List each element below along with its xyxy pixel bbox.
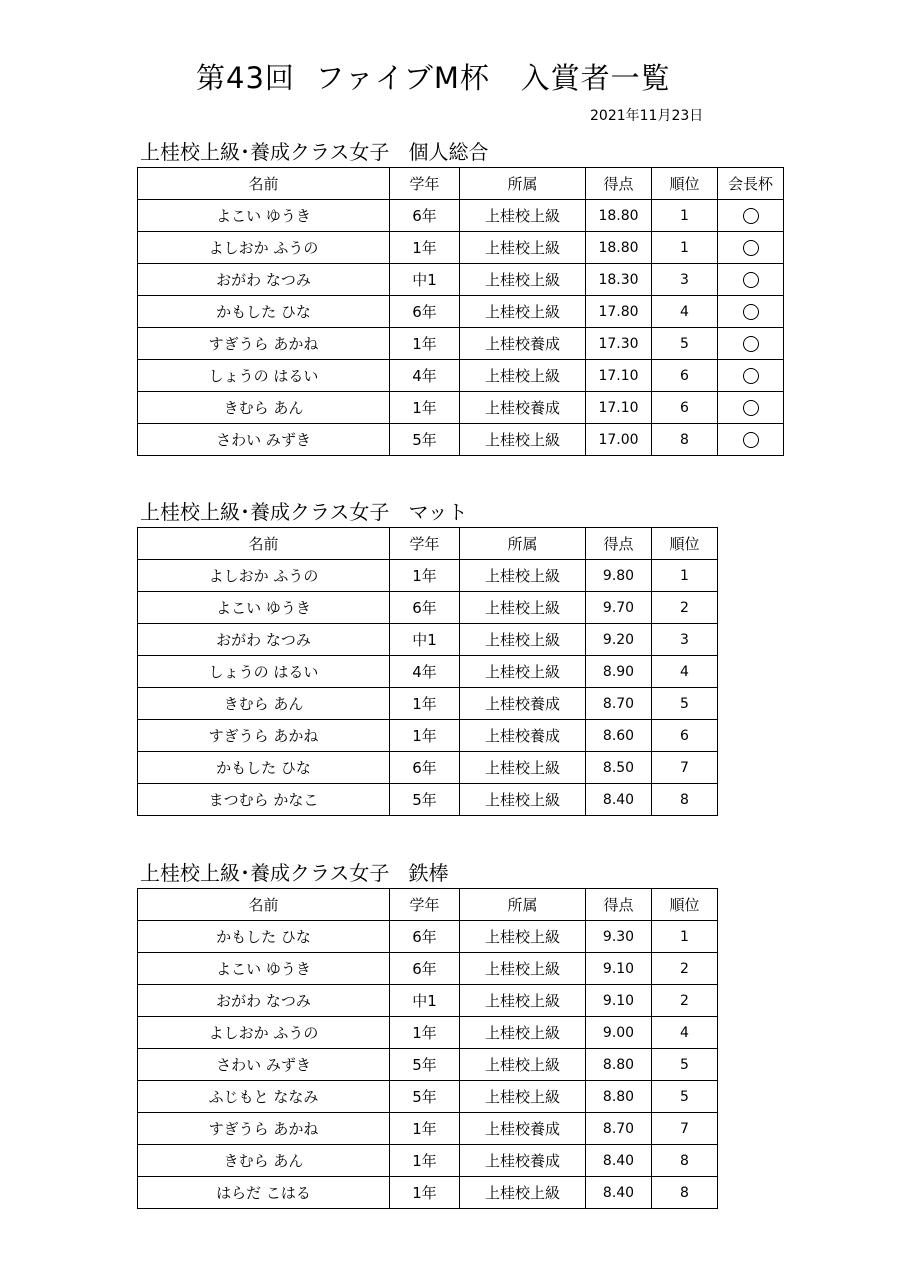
cell-name: よしおか ふうの	[138, 560, 390, 592]
cell-rank: 2	[652, 592, 718, 624]
cell-club: 上桂校上級	[460, 200, 586, 232]
cell-name: しょうの はるい	[138, 656, 390, 688]
table-row	[138, 656, 718, 688]
table-header-row	[138, 889, 718, 921]
cell-club: 上桂校上級	[460, 985, 586, 1017]
header-cup: 会長杯	[718, 168, 784, 200]
cell-rank: 2	[652, 985, 718, 1017]
circle-mark-icon	[743, 208, 759, 224]
section-title-bar: 上桂校上級･養成クラス女子 鉄棒	[140, 861, 449, 885]
table-header-row	[138, 528, 718, 560]
cell-name: さわい みずき	[138, 1049, 390, 1081]
cell-score: 8.50	[586, 752, 652, 784]
table-row	[138, 784, 718, 816]
cell-name: おがわ なつみ	[138, 624, 390, 656]
cell-club: 上桂校養成	[460, 328, 586, 360]
table-row	[138, 1177, 718, 1209]
cell-cup	[718, 360, 784, 392]
cell-grade: 1年	[390, 1113, 460, 1145]
cell-club: 上桂校上級	[460, 560, 586, 592]
table-header-row	[138, 168, 784, 200]
table-row	[138, 1049, 718, 1081]
cell-rank: 4	[652, 296, 718, 328]
header-score: 得点	[586, 168, 652, 200]
header-rank: 順位	[652, 168, 718, 200]
cell-rank: 3	[652, 624, 718, 656]
cell-name: きむら あん	[138, 688, 390, 720]
cell-club: 上桂校上級	[460, 953, 586, 985]
cell-grade: 6年	[390, 592, 460, 624]
cell-score: 8.40	[586, 784, 652, 816]
cell-score: 8.90	[586, 656, 652, 688]
cell-score: 18.30	[586, 264, 652, 296]
circle-mark-icon	[743, 272, 759, 288]
cell-name: よしおか ふうの	[138, 232, 390, 264]
table-row	[138, 1081, 718, 1113]
table-row	[138, 424, 784, 456]
cell-rank: 5	[652, 688, 718, 720]
cell-rank: 8	[652, 1145, 718, 1177]
results-table-bar	[137, 888, 718, 1209]
cell-club: 上桂校養成	[460, 392, 586, 424]
cell-name: よしおか ふうの	[138, 1017, 390, 1049]
table-row	[138, 921, 718, 953]
cell-score: 9.30	[586, 921, 652, 953]
cell-grade: 中1	[390, 624, 460, 656]
cell-grade: 5年	[390, 424, 460, 456]
table-row	[138, 328, 784, 360]
table-row	[138, 720, 718, 752]
cell-cup	[718, 296, 784, 328]
header-score: 得点	[586, 528, 652, 560]
cell-rank: 7	[652, 1113, 718, 1145]
section-title-all-around: 上桂校上級･養成クラス女子 個人総合	[140, 140, 489, 164]
cell-club: 上桂校上級	[460, 296, 586, 328]
cell-name: かもした ひな	[138, 921, 390, 953]
cell-club: 上桂校上級	[460, 1081, 586, 1113]
circle-mark-icon	[743, 240, 759, 256]
cell-name: きむら あん	[138, 392, 390, 424]
cell-club: 上桂校上級	[460, 624, 586, 656]
cell-rank: 4	[652, 1017, 718, 1049]
cell-grade: 5年	[390, 1081, 460, 1113]
cell-grade: 6年	[390, 953, 460, 985]
cell-name: さわい みずき	[138, 424, 390, 456]
cell-club: 上桂校上級	[460, 592, 586, 624]
cell-name: おがわ なつみ	[138, 264, 390, 296]
cell-grade: 1年	[390, 688, 460, 720]
cell-club: 上桂校上級	[460, 424, 586, 456]
results-table-mat	[137, 527, 718, 816]
cell-score: 8.80	[586, 1081, 652, 1113]
cell-name: すぎうら あかね	[138, 328, 390, 360]
cell-rank: 6	[652, 720, 718, 752]
cell-grade: 中1	[390, 264, 460, 296]
cell-club: 上桂校養成	[460, 1145, 586, 1177]
table-row	[138, 1113, 718, 1145]
table-row	[138, 200, 784, 232]
cell-score: 18.80	[586, 232, 652, 264]
cell-grade: 1年	[390, 392, 460, 424]
cell-grade: 6年	[390, 200, 460, 232]
header-club: 所属	[460, 889, 586, 921]
cell-score: 8.40	[586, 1145, 652, 1177]
table-row	[138, 1017, 718, 1049]
cell-club: 上桂校上級	[460, 1177, 586, 1209]
cell-grade: 中1	[390, 985, 460, 1017]
table-row	[138, 592, 718, 624]
cell-rank: 6	[652, 360, 718, 392]
header-name: 名前	[138, 168, 390, 200]
cell-rank: 2	[652, 953, 718, 985]
cell-rank: 1	[652, 921, 718, 953]
cell-grade: 5年	[390, 784, 460, 816]
cell-grade: 6年	[390, 296, 460, 328]
header-grade: 学年	[390, 528, 460, 560]
cell-club: 上桂校養成	[460, 720, 586, 752]
table-row	[138, 752, 718, 784]
cell-score: 17.00	[586, 424, 652, 456]
cell-rank: 8	[652, 1177, 718, 1209]
cell-grade: 1年	[390, 1017, 460, 1049]
cell-club: 上桂校上級	[460, 1017, 586, 1049]
header-club: 所属	[460, 168, 586, 200]
circle-mark-icon	[743, 432, 759, 448]
cell-grade: 1年	[390, 328, 460, 360]
cell-rank: 1	[652, 232, 718, 264]
header-club: 所属	[460, 528, 586, 560]
cell-name: よこい ゆうき	[138, 953, 390, 985]
cell-rank: 8	[652, 784, 718, 816]
cell-name: すぎうら あかね	[138, 720, 390, 752]
cell-club: 上桂校上級	[460, 232, 586, 264]
cell-score: 8.80	[586, 1049, 652, 1081]
cell-cup	[718, 232, 784, 264]
cell-rank: 1	[652, 560, 718, 592]
cell-name: かもした ひな	[138, 296, 390, 328]
cell-cup	[718, 200, 784, 232]
cell-grade: 1年	[390, 720, 460, 752]
results-table-all-around	[137, 167, 784, 456]
cell-score: 17.80	[586, 296, 652, 328]
cell-score: 17.10	[586, 392, 652, 424]
cell-cup	[718, 264, 784, 296]
cell-score: 8.70	[586, 1113, 652, 1145]
circle-mark-icon	[743, 304, 759, 320]
cell-grade: 4年	[390, 360, 460, 392]
cell-rank: 1	[652, 200, 718, 232]
table-row	[138, 264, 784, 296]
table-body	[138, 560, 718, 816]
circle-mark-icon	[743, 400, 759, 416]
cell-score: 17.10	[586, 360, 652, 392]
cell-club: 上桂校上級	[460, 656, 586, 688]
cell-cup	[718, 328, 784, 360]
cell-rank: 5	[652, 1081, 718, 1113]
cell-name: よこい ゆうき	[138, 200, 390, 232]
cell-name: しょうの はるい	[138, 360, 390, 392]
cell-rank: 4	[652, 656, 718, 688]
header-name: 名前	[138, 889, 390, 921]
cell-name: よこい ゆうき	[138, 592, 390, 624]
cell-club: 上桂校養成	[460, 1113, 586, 1145]
cell-name: はらだ こはる	[138, 1177, 390, 1209]
cell-name: まつむら かなこ	[138, 784, 390, 816]
circle-mark-icon	[743, 336, 759, 352]
table-body	[138, 921, 718, 1209]
cell-club: 上桂校上級	[460, 1049, 586, 1081]
cell-name: かもした ひな	[138, 752, 390, 784]
cell-grade: 6年	[390, 752, 460, 784]
cell-grade: 5年	[390, 1049, 460, 1081]
cell-score: 8.40	[586, 1177, 652, 1209]
cell-cup	[718, 424, 784, 456]
circle-mark-icon	[743, 368, 759, 384]
cell-club: 上桂校上級	[460, 752, 586, 784]
cell-score: 9.80	[586, 560, 652, 592]
cell-cup	[718, 392, 784, 424]
table-row	[138, 232, 784, 264]
cell-score: 9.00	[586, 1017, 652, 1049]
cell-name: おがわ なつみ	[138, 985, 390, 1017]
document-date: 2021年11月23日	[590, 108, 704, 124]
cell-score: 9.20	[586, 624, 652, 656]
cell-rank: 5	[652, 1049, 718, 1081]
table-row	[138, 624, 718, 656]
cell-club: 上桂校上級	[460, 921, 586, 953]
header-rank: 順位	[652, 889, 718, 921]
cell-rank: 6	[652, 392, 718, 424]
cell-score: 8.70	[586, 688, 652, 720]
cell-grade: 1年	[390, 232, 460, 264]
header-grade: 学年	[390, 168, 460, 200]
cell-name: きむら あん	[138, 1145, 390, 1177]
document-title: 第43回 ファイブM杯 入賞者一覧	[196, 61, 671, 95]
header-name: 名前	[138, 528, 390, 560]
table-row	[138, 560, 718, 592]
cell-name: すぎうら あかね	[138, 1113, 390, 1145]
cell-rank: 7	[652, 752, 718, 784]
cell-club: 上桂校養成	[460, 688, 586, 720]
table-row	[138, 360, 784, 392]
table-row	[138, 392, 784, 424]
table-row	[138, 296, 784, 328]
cell-grade: 6年	[390, 921, 460, 953]
cell-club: 上桂校上級	[460, 264, 586, 296]
cell-grade: 1年	[390, 560, 460, 592]
table-row	[138, 688, 718, 720]
header-score: 得点	[586, 889, 652, 921]
cell-grade: 1年	[390, 1177, 460, 1209]
table-row	[138, 953, 718, 985]
table-row	[138, 1145, 718, 1177]
cell-score: 18.80	[586, 200, 652, 232]
cell-score: 9.70	[586, 592, 652, 624]
cell-score: 8.60	[586, 720, 652, 752]
cell-score: 9.10	[586, 985, 652, 1017]
cell-grade: 1年	[390, 1145, 460, 1177]
cell-score: 17.30	[586, 328, 652, 360]
table-body	[138, 200, 784, 456]
cell-rank: 5	[652, 328, 718, 360]
cell-rank: 8	[652, 424, 718, 456]
table-row	[138, 985, 718, 1017]
cell-name: ふじもと ななみ	[138, 1081, 390, 1113]
cell-score: 9.10	[586, 953, 652, 985]
cell-club: 上桂校上級	[460, 784, 586, 816]
cell-grade: 4年	[390, 656, 460, 688]
cell-club: 上桂校上級	[460, 360, 586, 392]
header-rank: 順位	[652, 528, 718, 560]
cell-rank: 3	[652, 264, 718, 296]
section-title-mat: 上桂校上級･養成クラス女子 マット	[140, 500, 468, 524]
header-grade: 学年	[390, 889, 460, 921]
